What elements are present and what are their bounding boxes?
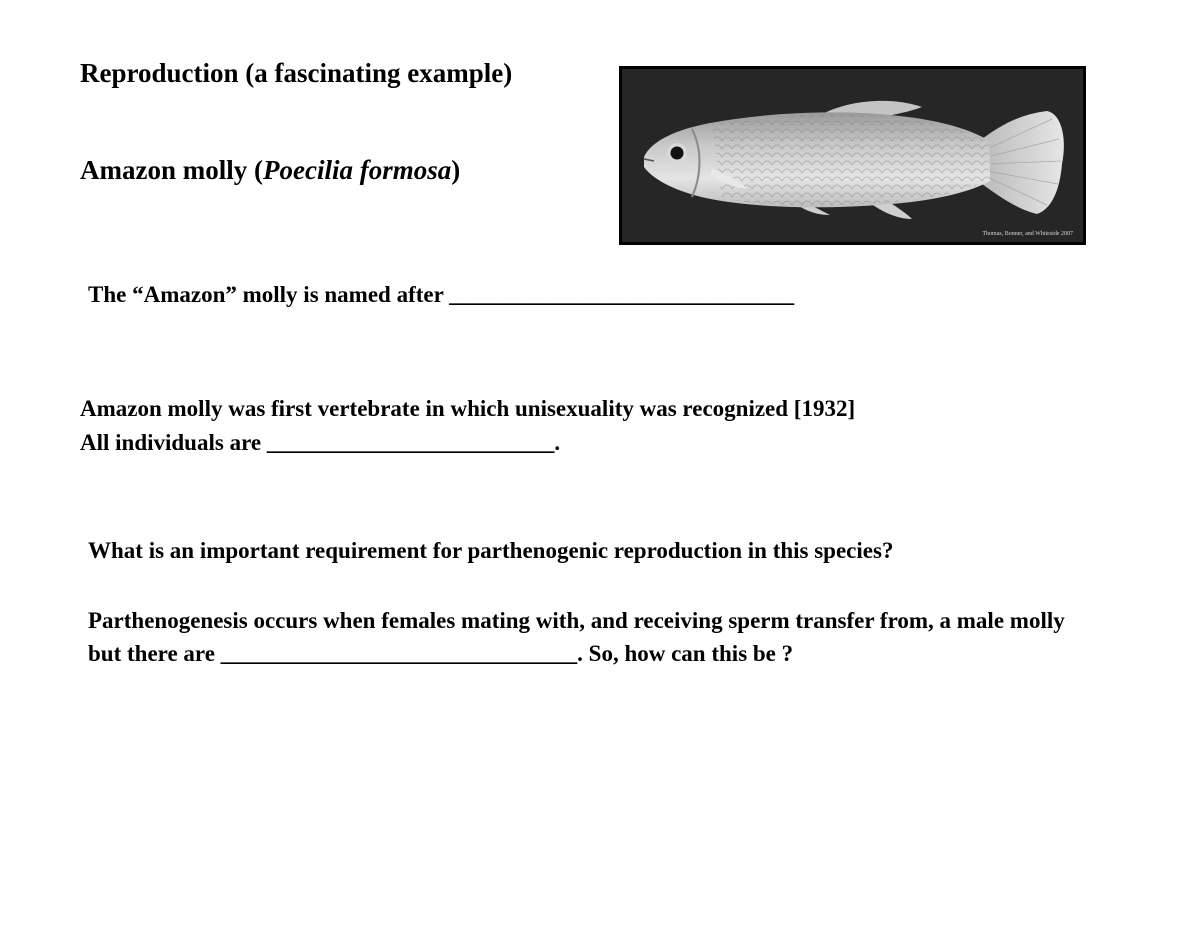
species-prefix: Amazon molly ( xyxy=(80,155,263,185)
unisexuality-statement: Amazon molly was first vertebrate in which unisexuality was recognized [1932] xyxy=(80,396,856,421)
slide-title: Reproduction (a fascinating example) xyxy=(80,58,513,88)
species-suffix: ) xyxy=(451,155,461,185)
requirement-question: What is an important requirement for parthenogenic reproduction in this species? xyxy=(88,538,894,563)
all-individuals-blank: All individuals are _________________________. xyxy=(80,430,561,455)
named-after-question: The “Amazon” molly is named after ______________________________ xyxy=(88,282,795,307)
fish-photo xyxy=(619,66,1086,245)
species-scientific-name: Poecilia formosa xyxy=(262,155,452,185)
species-name xyxy=(80,155,460,186)
molly-fish-illustration xyxy=(622,69,1083,242)
photo-credit: Thomas, Bonner, and Whiteside 2007 xyxy=(982,231,1073,237)
parthenogenesis-paragraph: Parthenogenesis occurs when females mating with, and receiving sperm transfer from, a male molly but there are _______________________________. So, how can this be ? xyxy=(88,608,1065,666)
